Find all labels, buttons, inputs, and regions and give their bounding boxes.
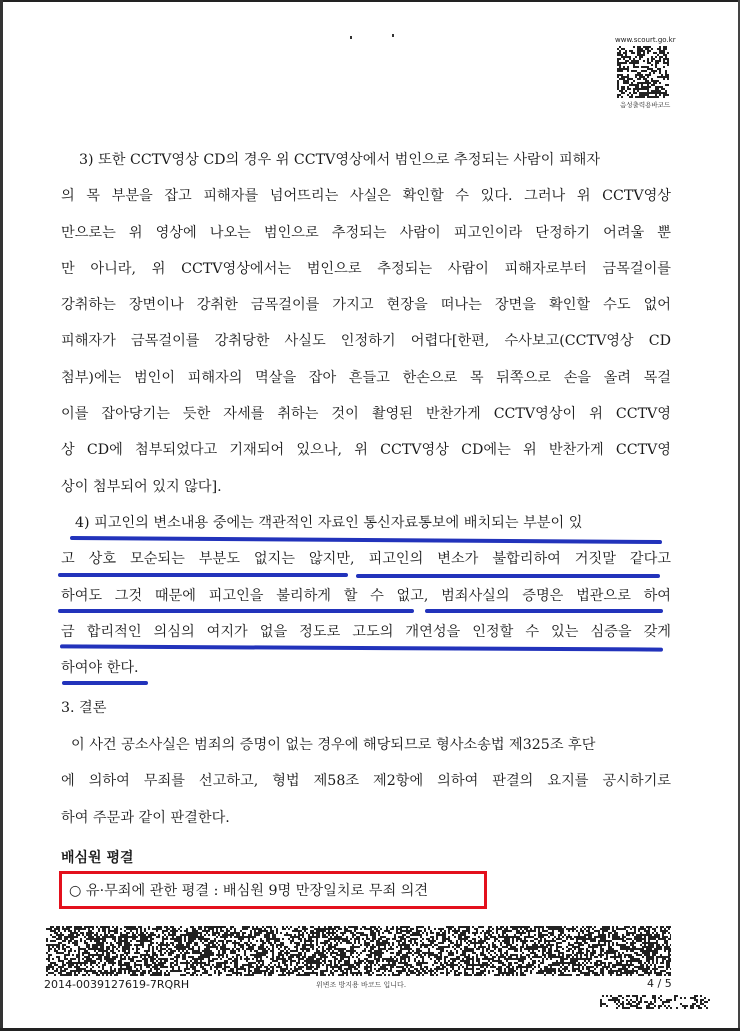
paragraph-line: 금 합리적인 의심의 여지가 없을 정도로 고도의 개연성을 인정할 수 있는 심증을 갖게 <box>61 623 671 640</box>
paragraph-line: 만 아니라, 위 CCTV영상에서는 범인으로 추정되는 사람이 피해자로부터 금목걸이를 <box>61 260 671 277</box>
scan-speck <box>392 34 394 37</box>
paragraph-line: 하여야 한다. <box>61 660 139 677</box>
section-heading: 3. 결론 <box>61 700 107 716</box>
barcode-note: 위변조 방지용 바코드 입니다. <box>316 981 407 989</box>
qr-code-icon <box>617 46 669 98</box>
paragraph-line: 이 사건 공소사실은 범죄의 증명이 없는 경우에 해당되므로 형사소송법 제325조 후단 <box>71 737 596 753</box>
handwritten-underline <box>58 573 348 577</box>
jury-heading: 배심원 평결 <box>61 850 134 866</box>
paragraph-line: 하여 주문과 같이 판결한다. <box>61 809 230 826</box>
paragraph-line: 의 목 부분을 잡고 피해자를 넘어뜨리는 사실은 확인할 수 있다. 그러나 위 CCTV영상 <box>61 188 671 205</box>
paragraph-line: 4) 피고인의 변소내용 중에는 객관적인 자료인 통신자료통보에 배치되는 부분이 있 <box>75 515 583 531</box>
scan-edge-top <box>0 0 740 2</box>
paragraph-line: 만으로는 위 영상에 나오는 범인으로 추정되는 사람이 피고인이라 단정하기 어려울 뿐 <box>61 224 671 241</box>
handwritten-underline <box>425 609 663 613</box>
scan-speck <box>350 36 352 39</box>
handwritten-underline <box>62 681 148 685</box>
paragraph-line: 하여도 그것 때문에 피고인을 불리하게 할 수 없고, 범죄사실의 증명은 법관으로 하여 <box>61 587 671 604</box>
handwritten-underline <box>356 574 660 578</box>
anti-forgery-barcode-icon <box>46 926 671 976</box>
verdict-text: ○ 유·무죄에 관한 평결 : 배심원 9명 만장일치로 무죄 의견 <box>69 883 429 899</box>
handwritten-underline <box>58 609 414 613</box>
conclusion-paragraph <box>61 727 671 836</box>
paragraph-line: 에 의하여 무죄를 선고하고, 형법 제58조 제2항에 의하여 판결의 요지를 공시하기로 <box>61 773 671 790</box>
scan-edge-left <box>0 0 3 1031</box>
paragraph-4 <box>61 505 671 686</box>
page-number: 4 / 5 <box>647 977 672 990</box>
paragraph-line: 3) 또한 CCTV영상 CD의 경우 위 CCTV영상에서 범인으로 추정되는 사람이 피해자 <box>79 152 601 168</box>
paragraph-line: 강취하는 장면이나 강취한 금목걸이를 가지고 현장을 떠나는 장면을 확인할 수도 없어 <box>61 297 671 314</box>
paragraph-line: 고 상호 모순되는 부분도 없지는 않지만, 피고인의 변소가 불합리하여 거짓말 같다고 <box>61 551 671 568</box>
verdict-highlight-box <box>59 871 487 909</box>
paragraph-line: 첨부)에는 범인이 피해자의 멱살을 잡아 흔들고 한손으로 목 뒤쪽으로 손을 올려 목걸 <box>61 369 671 386</box>
document-id: 2014-0039127619-7RQRH <box>44 978 190 991</box>
qr-url: www.scourt.go.kr <box>615 36 676 44</box>
paragraph-line: 이를 잡아당기는 듯한 자세를 취하는 것이 촬영된 반찬가게 CCTV영상이 위 CCTV영 <box>61 406 671 423</box>
scan-noise-icon <box>600 995 710 1009</box>
qr-caption: 음성출력용바코드 <box>620 101 671 109</box>
paragraph-line: 상이 첨부되어 있지 않다]. <box>61 478 222 495</box>
paragraph-line: 피해자가 금목걸이를 강취당한 사실도 인정하기 어렵다[한편, 수사보고(CCTV영상 CD <box>61 333 671 350</box>
paragraph-line: 상 CD에 첨부되었다고 기재되어 있으나, 위 CCTV영상 CD에는 위 반찬가게 CCTV영 <box>61 442 671 459</box>
paragraph-3 <box>61 142 671 505</box>
